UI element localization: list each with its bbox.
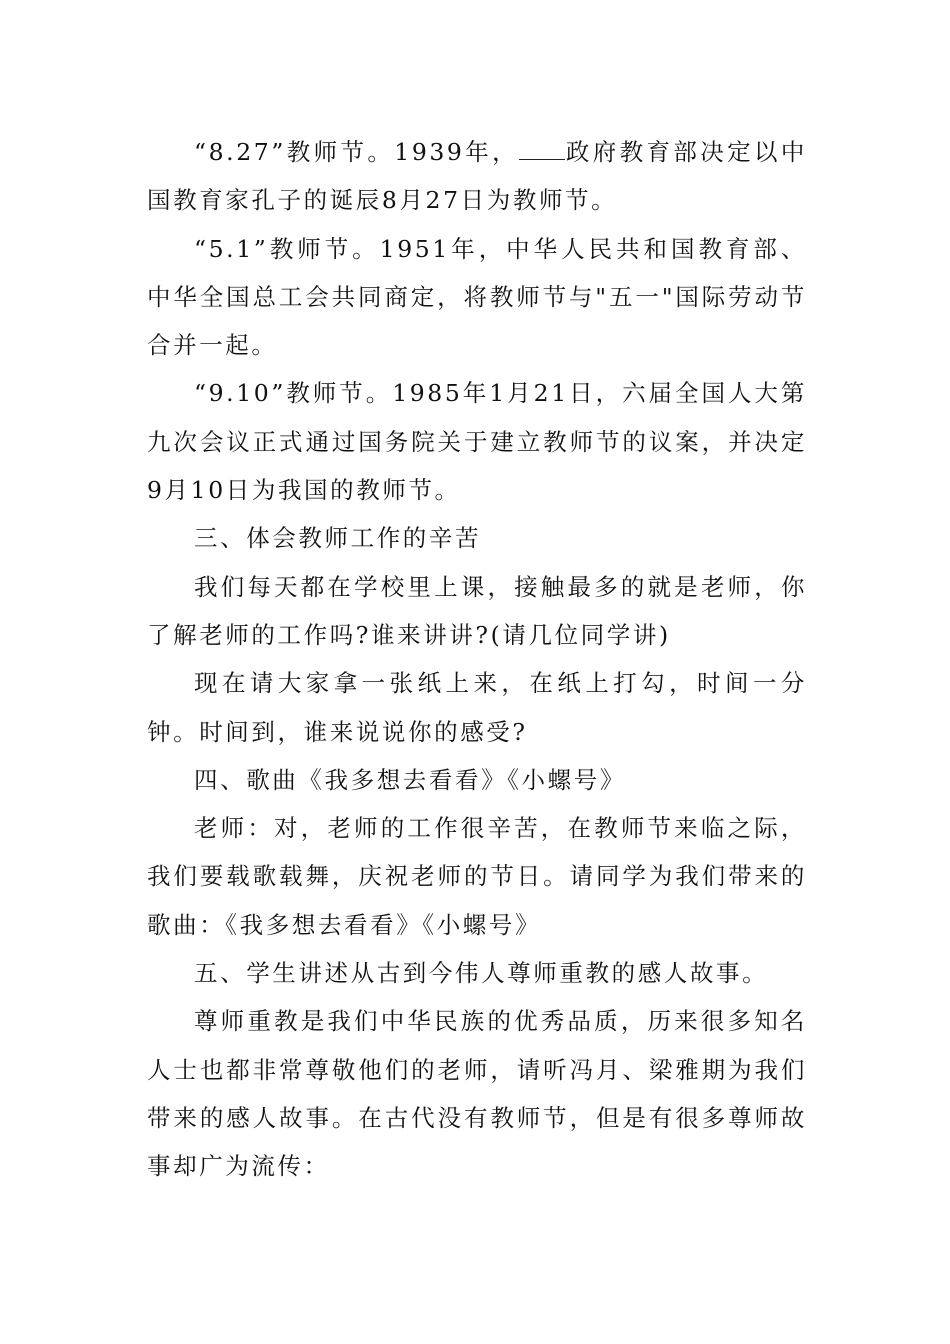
paragraph-text: “5.1”教师节。1951年，中华人民共和国教育部、中华全国总工会共同商定，将教师节与"五一"国际劳动节合并一起。 <box>147 234 807 360</box>
paragraph-text: 尊师重教是我们中华民族的优秀品质，历来很多知名人士也都非常尊敬他们的老师，请听冯月、梁雅期为我们带来的感人故事。在古代没有教师节，但是有很多尊师故事却广为流传： <box>147 1007 807 1181</box>
paragraph-text: “9.10”教师节。1985年1月21日，六届全国人大第九次会议正式通过国务院关于建立教师节的议案，并决定9月10日为我国的教师节。 <box>147 379 807 505</box>
paragraph-teachers-day-0910 <box>147 369 807 514</box>
paragraph-teachers-day-0827 <box>147 128 807 225</box>
paragraph-text: 我们每天都在学校里上课，接触最多的就是老师，你了解老师的工作吗?谁来讲讲?(请几位同学讲) <box>147 572 807 649</box>
heading-text: 三、体会教师工作的辛苦 <box>194 524 482 553</box>
heading-text: 四、歌曲《我多想去看看》《小螺号》 <box>194 765 626 794</box>
paragraph-teacher-work <box>147 563 807 660</box>
paragraph-respect-teachers <box>147 997 807 1190</box>
fill-in-blank <box>519 134 565 160</box>
paragraph-text: “8.27”教师节。1939年， <box>194 138 520 166</box>
section-heading-4 <box>147 756 807 804</box>
paragraph-text: 政府教育部决定以中国教育家孔子的诞辰8月27日为教师节。 <box>147 138 807 215</box>
section-heading-3 <box>147 514 807 562</box>
paragraph-songs <box>147 804 807 949</box>
paragraph-text: 老师：对，老师的工作很辛苦，在教师节来临之际，我们要载歌载舞，庆祝老师的节日。请同学为我们带来的歌曲：《我多想去看看》《小螺号》 <box>147 814 807 939</box>
document-body <box>147 128 807 1191</box>
section-heading-5 <box>147 949 807 997</box>
paragraph-text: 现在请大家拿一张纸上来，在纸上打勾，时间一分钟。时间到，谁来说说你的感受? <box>147 669 807 746</box>
paragraph-teachers-day-0501 <box>147 225 807 370</box>
paragraph-paper-activity <box>147 659 807 756</box>
heading-text: 五、学生讲述从古到今伟人尊师重教的感人故事。 <box>194 959 769 988</box>
